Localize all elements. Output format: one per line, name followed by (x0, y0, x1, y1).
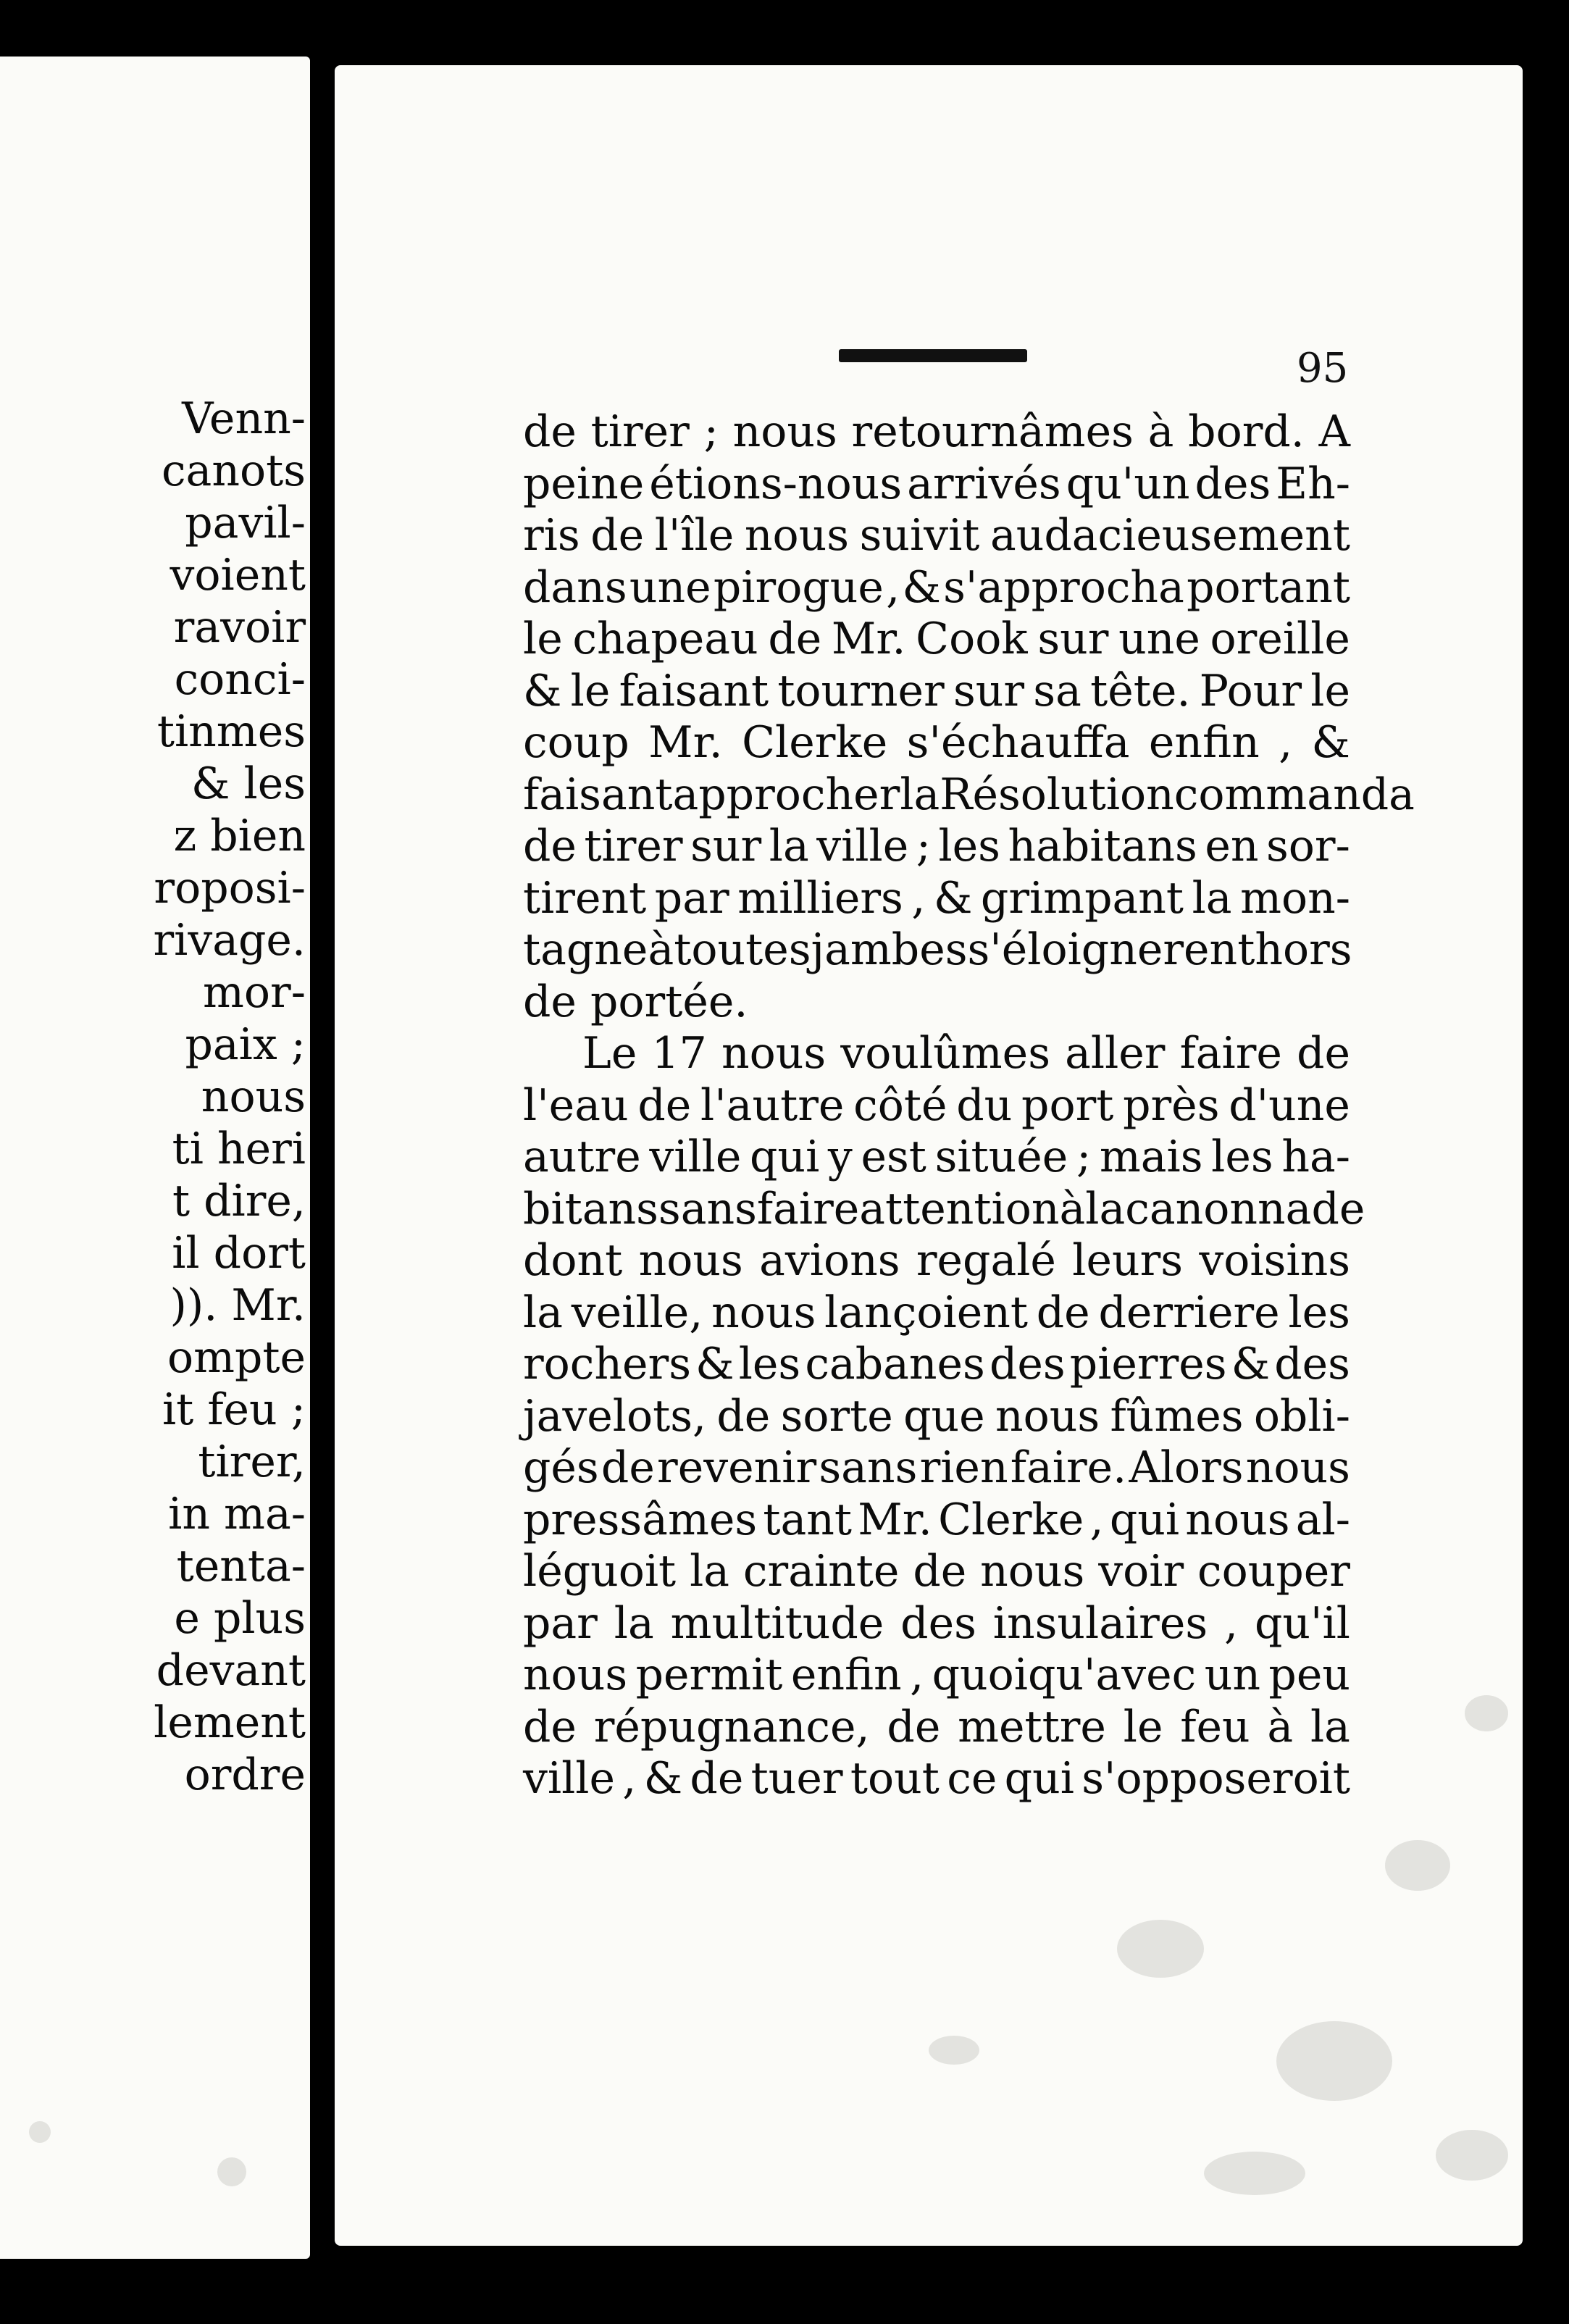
left-text-line: mor- (203, 967, 306, 1018)
left-text-line: il dort (172, 1228, 306, 1279)
right-text-line: gés de revenir sans rien faire. Alors nous (523, 1442, 1350, 1493)
header-rule (839, 349, 1027, 362)
left-text-line: paix ; (185, 1019, 306, 1070)
right-text-line: la veille, nous lançoient de derriere les (523, 1287, 1350, 1338)
left-text-line: lement (154, 1697, 306, 1748)
left-text-line: canots (161, 446, 306, 496)
right-text-line: ville , & de tuer tout ce qui s'opposeroit (523, 1753, 1350, 1804)
left-text-line: devant (156, 1645, 306, 1696)
right-text-line: peine étions-nous arrivés qu'un des Eh- (523, 458, 1350, 509)
right-text-line: l'eau de l'autre côté du port près d'une (523, 1079, 1350, 1131)
right-text-line: de tirer ; nous retournâmes à bord. A (523, 406, 1350, 457)
left-text-line: nous (201, 1071, 306, 1122)
right-text-line: rochers & les cabanes des pierres & des (523, 1339, 1350, 1389)
right-text-line: autre ville qui y est située ; mais les ha- (523, 1132, 1350, 1182)
left-text-line: ti heri (172, 1124, 306, 1174)
left-text-line: ravoir (173, 602, 306, 653)
right-text-line: dans une pirogue , & s'approcha portant (523, 561, 1350, 613)
left-text-line: pavil- (185, 498, 306, 548)
right-text-line: nous permit enfin , quoiqu'avec un peu (523, 1650, 1350, 1700)
right-text-line: pressâmes tant Mr. Clerke , qui nous al- (523, 1494, 1350, 1545)
right-text-line: & le faisant tourner sur sa tête. Pour le (523, 665, 1350, 716)
left-text-line: tinmes (156, 706, 306, 757)
left-text-line: ordre (184, 1750, 306, 1800)
left-text-line: t dire, (172, 1176, 306, 1226)
left-text-line: e plus (174, 1593, 306, 1644)
right-text-line: bitans sans faire attention à la canonnade (523, 1183, 1365, 1234)
left-text-line: voient (170, 550, 306, 601)
right-text-line: coup Mr. Clerke s'échauffa enfin , & (523, 717, 1350, 768)
right-text-line: Le 17 nous voulûmes aller faire de (582, 1028, 1350, 1079)
left-text-line: tenta- (176, 1541, 306, 1592)
left-text-line: tirer, (198, 1437, 306, 1487)
right-text-line: léguoit la crainte de nous voir couper (523, 1546, 1350, 1597)
left-text-line: in ma- (168, 1489, 306, 1539)
left-text-line: & les (191, 758, 306, 809)
right-text-line: tirent par milliers , & grimpant la mon- (523, 872, 1350, 924)
right-text-line: faisant approcher la Résolution commanda (523, 769, 1415, 820)
left-text-line: ompte (167, 1332, 306, 1383)
left-text-line: roposi- (154, 863, 306, 914)
left-text-line: Venn- (182, 393, 306, 444)
right-text-line: de répugnance, de mettre le feu à la (523, 1701, 1350, 1752)
right-text-line: ris de l'île nous suivit audacieusement (523, 510, 1350, 561)
left-text-line: z bien (173, 811, 306, 861)
right-text-line: tagne à toutes jambes s'éloignerent hors (523, 924, 1352, 975)
right-text-line: javelots, de sorte que nous fûmes obli- (523, 1390, 1350, 1442)
left-text-line: )). Mr. (170, 1280, 306, 1331)
right-text-line: par la multitude des insulaires , qu'il (523, 1597, 1350, 1649)
left-text-line: conci- (174, 654, 306, 705)
right-text-line: le chapeau de Mr. Cook sur une oreille (523, 614, 1350, 664)
page-number: 95 (1297, 345, 1349, 392)
left-text-line: rivage. (153, 915, 306, 966)
right-text-line: dont nous avions regalé leurs voisins (523, 1235, 1350, 1286)
left-text-line: it feu ; (162, 1384, 306, 1435)
right-text-line: de tirer sur la ville ; les habitans en sor- (523, 821, 1350, 872)
right-text-line: de portée. (523, 976, 748, 1027)
